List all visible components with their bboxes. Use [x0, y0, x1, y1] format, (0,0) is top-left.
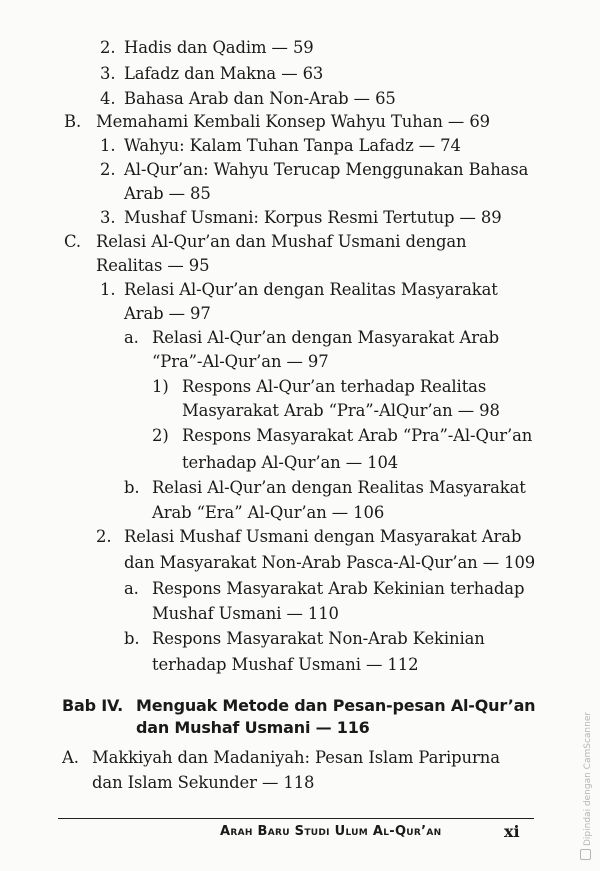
- toc-entry-text: Mushaf Usmani: Korpus Resmi Tertutup — 89: [124, 208, 502, 227]
- chapter-title-line1: Menguak Metode dan Pesan-pesan Al-Qur’an: [136, 696, 536, 715]
- toc-entry-text: Mushaf Usmani — 110: [152, 604, 339, 623]
- footer-rule: [58, 818, 534, 819]
- toc-entry-text: Respons Masyarakat Arab Kekinian terhadap: [152, 579, 525, 598]
- toc-entry-text: dan Masyarakat Non-Arab Pasca-Al-Qur’an — 109: [124, 553, 536, 572]
- toc-entry-number: 4.: [100, 89, 116, 108]
- chapter-title-line2: dan Mushaf Usmani — 116: [136, 718, 370, 737]
- toc-entry-text: Relasi Mushaf Usmani dengan Masyarakat Arab: [124, 527, 522, 546]
- toc-entry-number: 1.: [100, 280, 116, 299]
- toc-entry-text: Arab — 85: [124, 184, 211, 203]
- toc-entry-text: Al-Qur’an: Wahyu Terucap Menggunakan Bahasa: [124, 160, 529, 179]
- page-number: xi: [504, 822, 520, 841]
- toc-entry-text: Hadis dan Qadim — 59: [124, 38, 314, 57]
- toc-entry-text: Respons Masyarakat Arab “Pra”-Al-Qur’an: [182, 426, 533, 445]
- toc-entry-text: Relasi Al-Qur’an dengan Masyarakat Arab: [152, 328, 500, 347]
- toc-entry-text: terhadap Mushaf Usmani — 112: [152, 655, 419, 674]
- toc-entry-text: Wahyu: Kalam Tuhan Tanpa Lafadz — 74: [124, 136, 461, 155]
- toc-entry-text: Arab “Era” Al-Qur’an — 106: [152, 503, 385, 522]
- toc-entry-number: B.: [64, 112, 82, 131]
- toc-entry-number: 3.: [100, 64, 116, 83]
- toc-entry-number: 2.: [96, 527, 112, 546]
- toc-entry-text: Bahasa Arab dan Non-Arab — 65: [124, 89, 396, 108]
- toc-entry-number: 2.: [100, 38, 116, 57]
- toc-entry-number: 1.: [100, 136, 116, 155]
- toc-entry-number: b.: [124, 478, 140, 497]
- toc-entry-text: Respons Al-Qur’an terhadap Realitas: [182, 377, 487, 396]
- toc-entry-text: “Pra”-Al-Qur’an — 97: [152, 352, 329, 371]
- running-title: Arah Baru Studi Ulum Al-Qur’an: [220, 824, 442, 839]
- toc-entry-number: 3.: [100, 208, 116, 227]
- chapter-label: Bab IV.: [62, 696, 123, 715]
- toc-entry-number: a.: [124, 579, 139, 598]
- toc-entry-number: 2): [152, 426, 169, 445]
- camscanner-logo-icon: [580, 849, 591, 860]
- toc-entry-number: 1): [152, 377, 169, 396]
- toc-entry-text: Relasi Al-Qur’an dengan Realitas Masyarakat: [124, 280, 498, 299]
- watermark-text: Dipindai dengan CamScanner: [583, 711, 593, 846]
- toc-entry-number: C.: [64, 232, 81, 251]
- toc-entry-text: Relasi Al-Qur’an dan Mushaf Usmani dengan: [96, 232, 467, 251]
- toc-entry-number: A.: [62, 748, 79, 767]
- toc-entry-text: Lafadz dan Makna — 63: [124, 64, 324, 83]
- toc-entry-text: Masyarakat Arab “Pra”-AlQur’an — 98: [182, 401, 500, 420]
- toc-entry-text: Memahami Kembali Konsep Wahyu Tuhan — 69: [96, 112, 490, 131]
- toc-entry-text: Respons Masyarakat Non-Arab Kekinian: [152, 629, 485, 648]
- toc-entry-number: b.: [124, 629, 140, 648]
- toc-entry-number: 2.: [100, 160, 116, 179]
- toc-entry-text: Realitas — 95: [96, 256, 210, 275]
- toc-entry-text: Makkiyah dan Madaniyah: Pesan Islam Paripurna: [92, 748, 500, 767]
- toc-entry-text: Relasi Al-Qur’an dengan Realitas Masyarakat: [152, 478, 526, 497]
- toc-entry-text: Arab — 97: [124, 304, 211, 323]
- toc-entry-text: terhadap Al-Qur’an — 104: [182, 453, 399, 472]
- chapter-heading: [0, 694, 600, 742]
- toc-entry-number: a.: [124, 328, 139, 347]
- toc-entry-text: dan Islam Sekunder — 118: [92, 773, 315, 792]
- scanner-watermark: [580, 712, 593, 860]
